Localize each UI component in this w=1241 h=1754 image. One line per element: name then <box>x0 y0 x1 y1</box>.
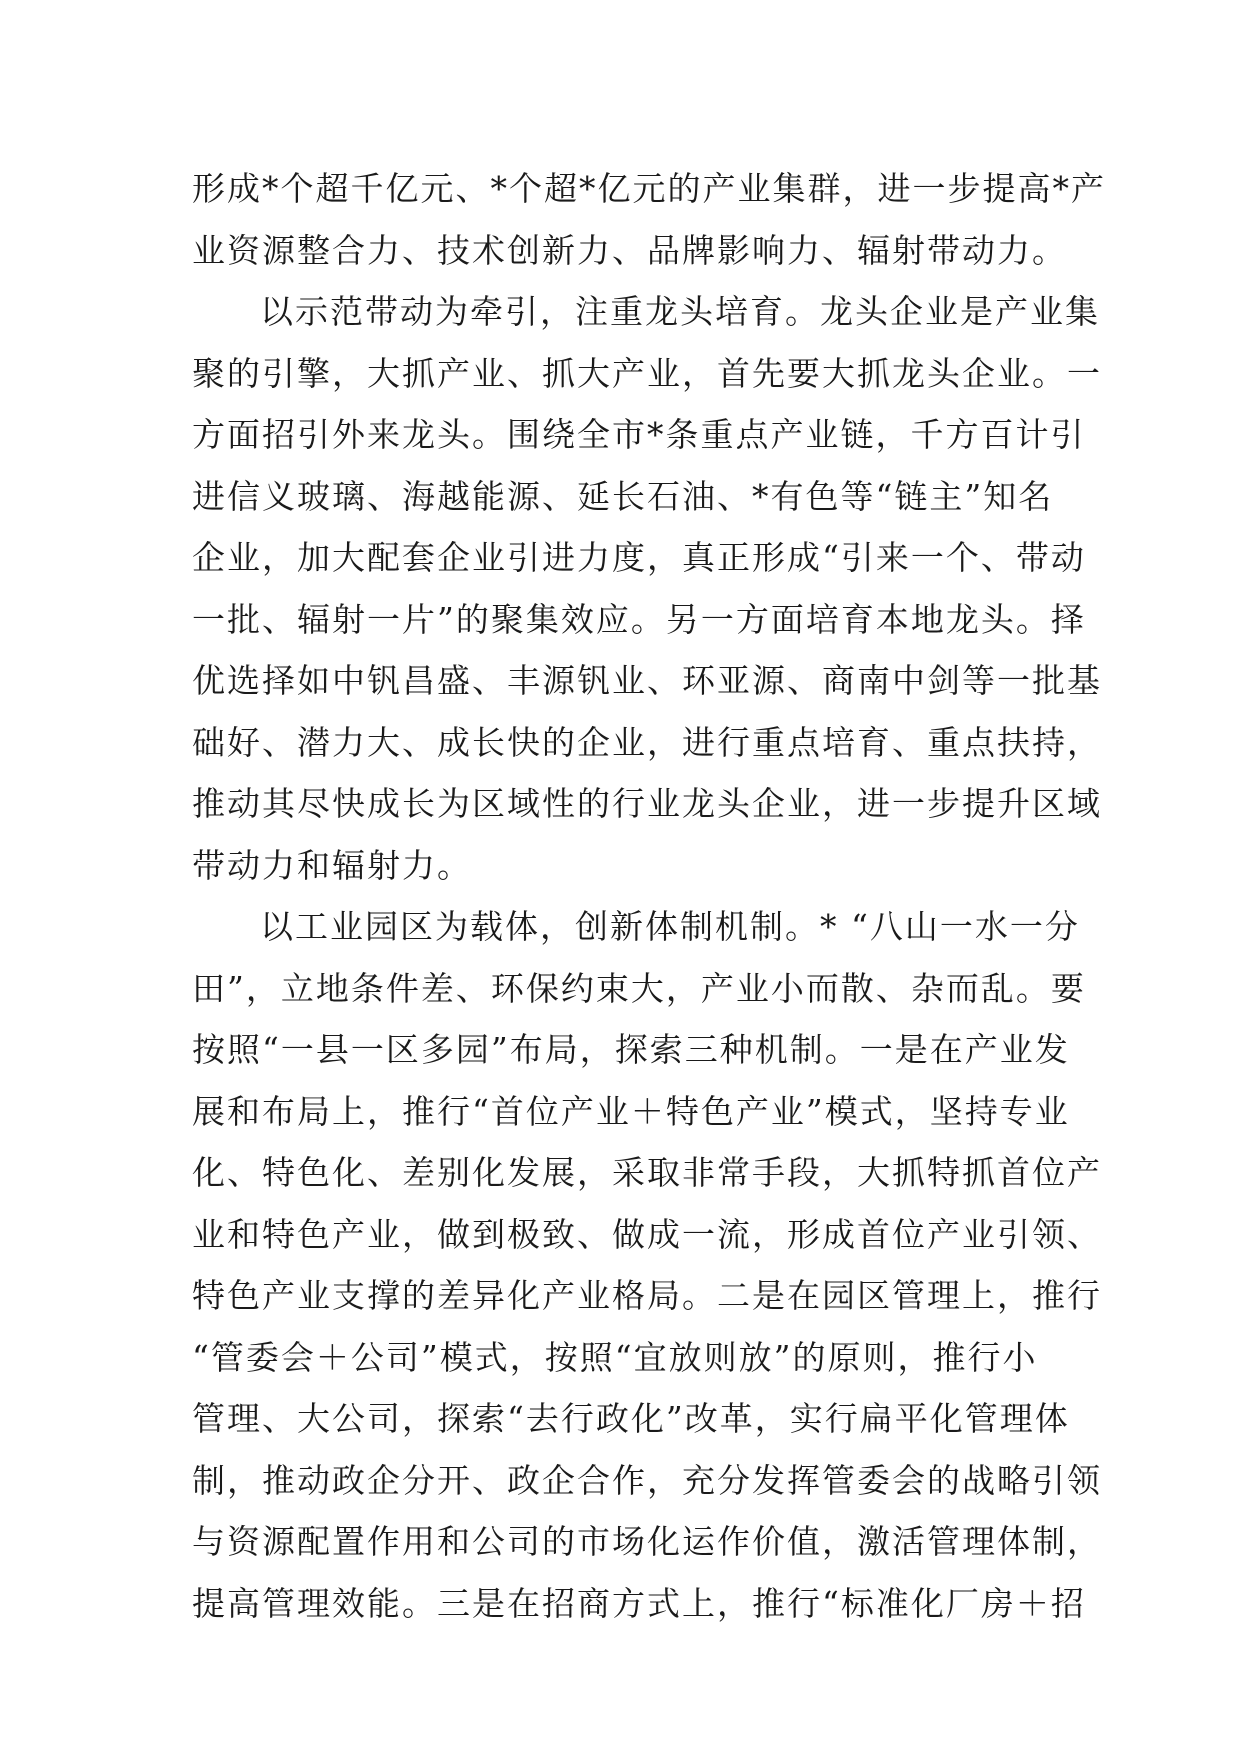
text-line: 管理、大公司，探索“去行政化”改革，实行扁平化管理体 <box>192 1399 1070 1438</box>
text-line: 形成*个超千亿元、*个超*亿元的产业集群，进一步提高*产 <box>192 169 1106 208</box>
text-line: 进信义玻璃、海越能源、延长石油、*有色等“链主”知名 <box>192 476 1054 516</box>
text-line: 特色产业支撑的差异化产业格局。二是在园区管理上，推行 <box>192 1276 1102 1315</box>
text-line: 聚的引擎，大抓产业、抓大产业，首先要大抓龙头企业。一 <box>192 353 1102 393</box>
paragraph-first-line: 以示范带动为牵引，注重龙头培育。龙头企业是产业集 <box>260 292 1100 331</box>
text-line: 础好、潜力大、成长快的企业，进行重点培育、重点扶持， <box>192 722 1102 762</box>
text-line: 与资源配置作用和公司的市场化运作价值，激活管理体制， <box>192 1522 1102 1561</box>
text-line: 方面招引外来龙头。围绕全市*条重点产业链，千方百计引 <box>192 415 1086 454</box>
text-line: 制，推动政企分开、政企合作，充分发挥管委会的战略引领 <box>192 1460 1102 1500</box>
text-line: 一批、辐射一片”的聚集效应。另一方面培育本地龙头。择 <box>192 599 1086 639</box>
text-line: 田”，立地条件差、环保约束大，产业小而散、杂而乱。要 <box>192 968 1086 1008</box>
text-line: 带动力和辐射力。 <box>192 845 472 885</box>
text-line: 按照“一县一区多园”布局，探索三种机制。一是在产业发 <box>192 1030 1070 1069</box>
text-line: 优选择如中钒昌盛、丰源钒业、环亚源、商南中剑等一批基 <box>192 661 1102 700</box>
text-line: 业和特色产业，做到极致、做成一流，形成首位产业引领、 <box>192 1214 1102 1254</box>
text-line: 业资源整合力、技术创新力、品牌影响力、辐射带动力。 <box>192 230 1067 270</box>
body-text <box>192 158 1106 1634</box>
paragraph-first-line: 以工业园区为载体，创新体制机制。* “八山一水一分 <box>260 907 1080 946</box>
text-line: 企业，加大配套企业引进力度，真正形成“引来一个、带动 <box>192 538 1086 577</box>
text-line: 提高管理效能。三是在招商方式上，推行“标准化厂房＋招 <box>192 1583 1086 1623</box>
text-line: 展和布局上，推行“首位产业＋特色产业”模式，坚持专业 <box>192 1091 1070 1131</box>
text-line: 化、特色化、差别化发展，采取非常手段，大抓特抓首位产 <box>192 1153 1102 1192</box>
text-line: “管委会＋公司”模式，按照“宜放则放”的原则，推行小 <box>192 1337 1038 1377</box>
text-line: 推动其尽快成长为区域性的行业龙头企业，进一步提升区域 <box>192 784 1102 823</box>
